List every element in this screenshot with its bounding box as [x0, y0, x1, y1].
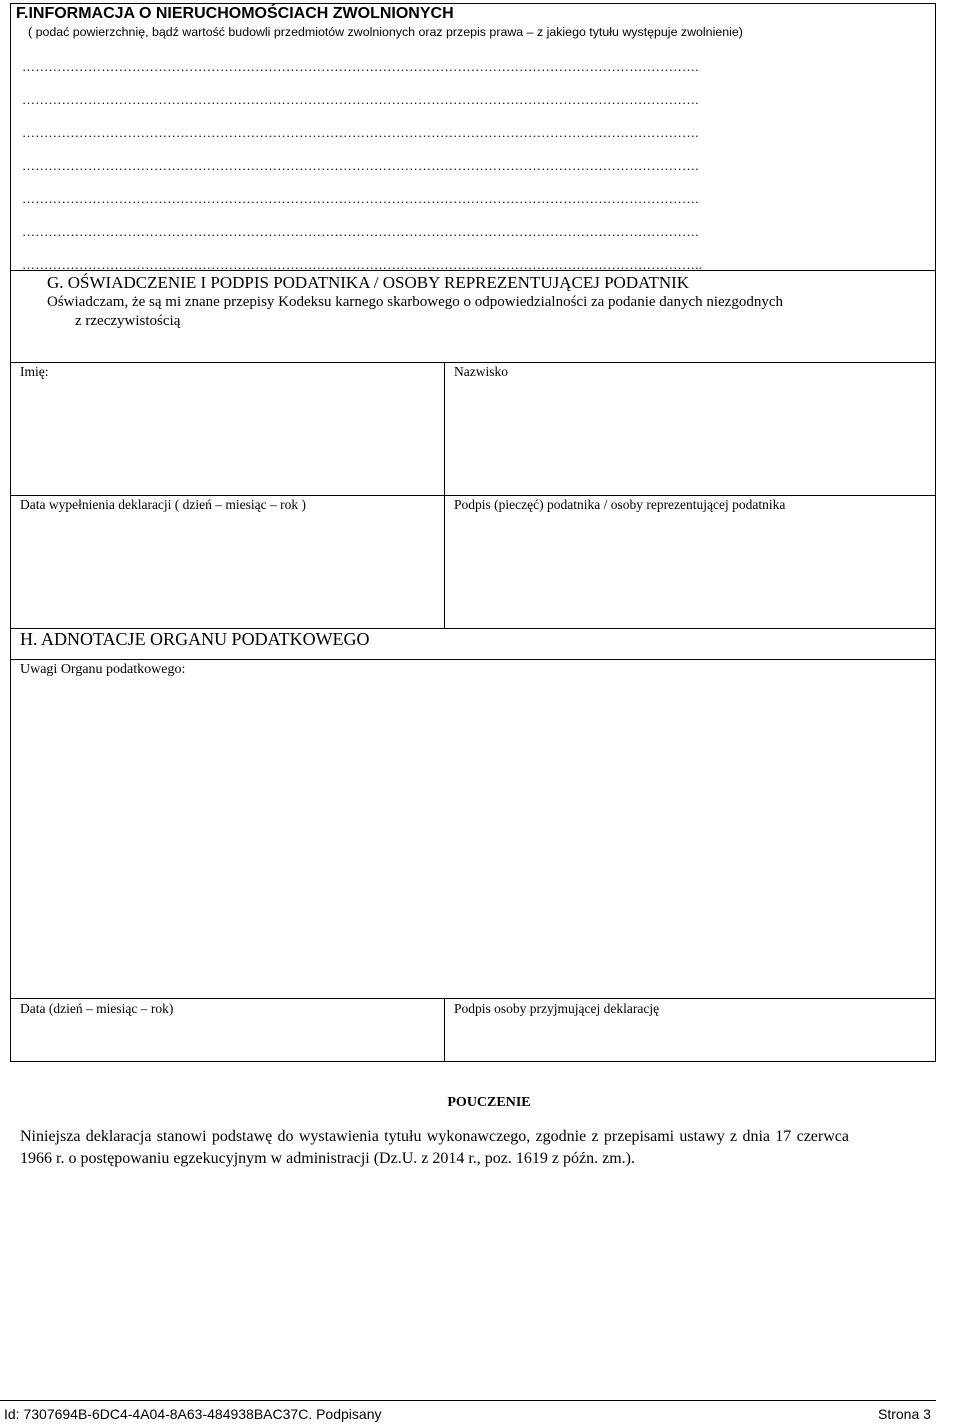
section-h-title: H. ADNOTACJE ORGANU PODATKOWEGO — [20, 629, 370, 649]
dotted-line[interactable]: ………………………………………………………………………………………………………………………………………. — [22, 225, 699, 239]
remarks-label: Uwagi Organu podatkowego: — [20, 662, 186, 677]
fill-date-label: Data wypełnienia deklaracji ( dzień – miesiąc – rok ) — [20, 497, 307, 512]
taxpayer-signature-label: Podpis (pieczęć) podatnika / osoby reprezentującej podatnika — [454, 497, 786, 512]
footer-page-number: Strona 3 — [878, 1406, 931, 1422]
remarks-field[interactable] — [10, 659, 936, 999]
fill-date-field[interactable] — [10, 495, 445, 629]
section-f-title: F.INFORMACJA O NIERUCHOMOŚCIACH ZWOLNIONYCH — [16, 5, 454, 22]
footer-id: Id: 7307694B-6DC4-4A04-8A63-484938BAC37C. Podpisany — [4, 1406, 382, 1422]
first-name-field[interactable] — [10, 362, 445, 496]
section-g-title: G. OŚWIADCZENIE I PODPIS PODATNIKA / OSOBY REPREZENTUJĄCEJ PODATNIK — [47, 273, 690, 292]
office-date-label: Data (dzień – miesiąc – rok) — [20, 1001, 174, 1016]
notice-line2: 1966 r. o postępowaniu egzekucyjnym w administracji (Dz.U. z 2014 r., poz. 1619 z późn. zm.). — [20, 1150, 635, 1167]
dotted-line[interactable]: ………………………………………………………………………………………………………………………………………. — [22, 126, 699, 140]
last-name-field[interactable] — [444, 362, 936, 496]
receiver-signature-label: Podpis osoby przyjmującej deklarację — [454, 1001, 660, 1016]
footer-divider — [0, 1400, 936, 1401]
section-g-statement-line2: z rzeczywistością — [75, 313, 181, 329]
section-f-subtitle: ( podać powierzchnię, bądź wartość budowli przedmiotów zwolnionych oraz przepis prawa – z jakiego tytułu występuje zwolnienie) — [28, 25, 743, 39]
dotted-line[interactable]: ………………………………………………………………………………………………………………………………………. — [22, 192, 699, 206]
last-name-label: Nazwisko — [454, 364, 508, 379]
notice-heading: POUCZENIE — [447, 1095, 531, 1110]
dotted-line[interactable]: ………………………………………………………………………………………………………………………………………. — [22, 60, 699, 74]
dotted-line[interactable]: ………………………………………………………………………………………………………………………………………. — [22, 159, 699, 173]
section-g-statement-line1: Oświadczam, że są mi znane przepisy Kodeksu karnego skarbowego o odpowiedzialności za podanie danych niezgodnych — [47, 294, 783, 310]
notice-line1: Niniejsza deklaracja stanowi podstawę do wystawienia tytułu wykonawczego, zgodnie z przepisami ustawy z dnia 17 czerwca — [20, 1128, 849, 1145]
first-name-label: Imię: — [20, 364, 49, 379]
taxpayer-signature-field[interactable] — [444, 495, 936, 629]
dotted-line[interactable]: ………………………………………………………………………………………………………………………………………. — [22, 93, 699, 107]
dotted-line[interactable]: ……………………………………………………………………………………………………………………………………….. — [22, 258, 703, 272]
